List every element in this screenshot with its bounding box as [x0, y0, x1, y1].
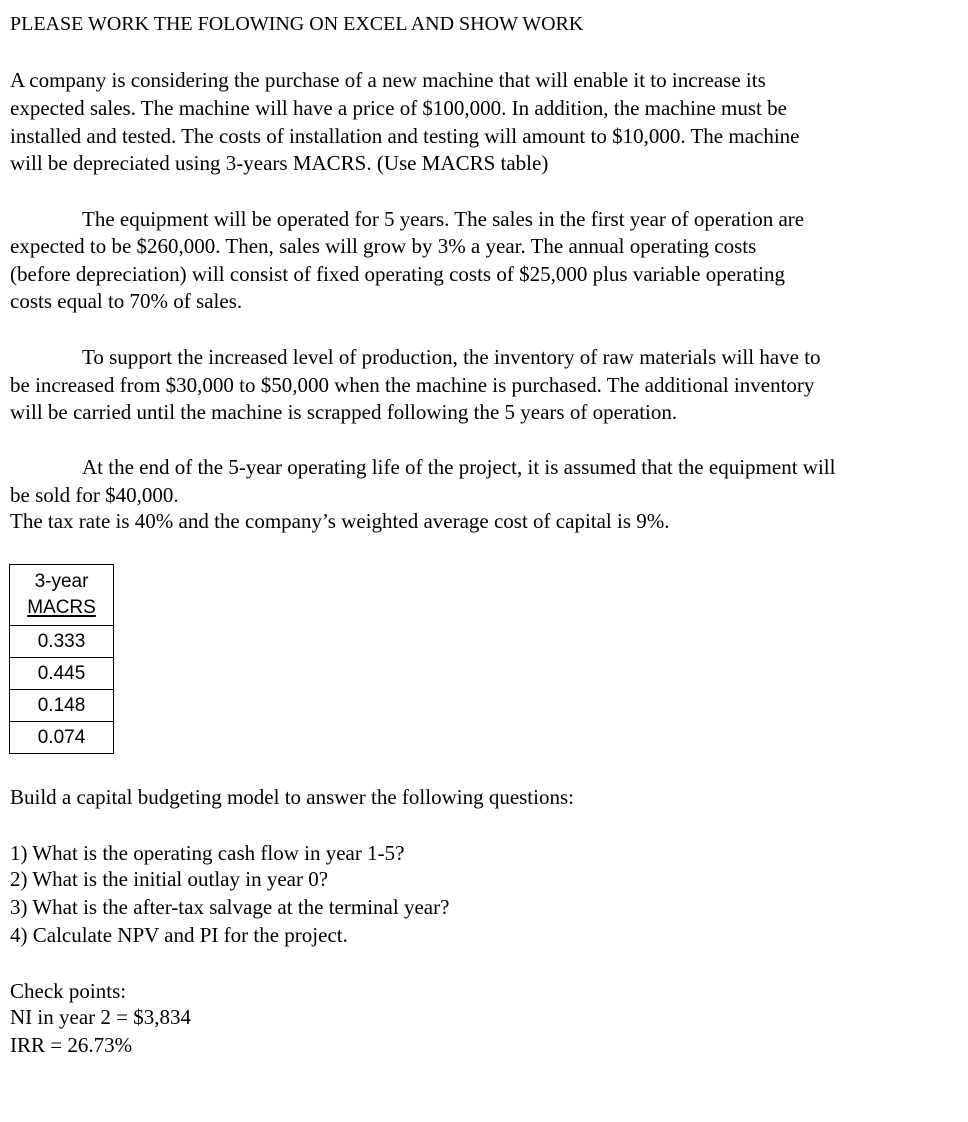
page-title: PLEASE WORK THE FOLOWING ON EXCEL AND SHOW WORK [10, 13, 584, 35]
paragraph-1-line-4: will be depreciated using 3-years MACRS. (Use MACRS table) [10, 151, 549, 175]
checkpoints-heading: Check points: [10, 979, 127, 1003]
paragraph-1-line-1: A company is considering the purchase of a new machine that will enable it to increase its [10, 68, 766, 92]
paragraph-2-line-4: costs equal to 70% of sales. [10, 289, 243, 313]
question-3: 3) What is the after-tax salvage at the terminal year? [10, 895, 450, 919]
paragraph-1-line-3: installed and tested. The costs of installation and testing will amount to $10,000. The machine [10, 124, 800, 148]
macrs-header-line-1: 3-year [34, 571, 89, 592]
macrs-header-line-2: MACRS [27, 597, 96, 618]
paragraph-4-line-2: be sold for $40,000. [10, 483, 179, 507]
checkpoint-ni-year-2: NI in year 2 = $3,834 [10, 1005, 191, 1029]
paragraph-2-line-3: (before depreciation) will consist of fixed operating costs of $25,000 plus variable operating [10, 262, 786, 286]
macrs-rate-year-3: 0.148 [10, 690, 114, 722]
macrs-table [9, 564, 114, 754]
question-2: 2) What is the initial outlay in year 0? [10, 867, 329, 891]
paragraph-4-line-3: The tax rate is 40% and the company’s weighted average cost of capital is 9%. [10, 509, 670, 533]
checkpoint-irr: IRR = 26.73% [10, 1033, 133, 1057]
question-4: 4) Calculate NPV and PI for the project. [10, 923, 348, 947]
macrs-table-header [10, 565, 114, 626]
paragraph-2-line-1: The equipment will be operated for 5 years. The sales in the first year of operation are [82, 207, 805, 231]
macrs-rate-year-1: 0.333 [10, 626, 114, 658]
paragraph-3-line-3: will be carried until the machine is scrapped following the 5 years of operation. [10, 400, 678, 424]
paragraph-2-line-2: expected to be $260,000. Then, sales will grow by 3% a year. The annual operating costs [10, 234, 757, 258]
instructions: Build a capital budgeting model to answer the following questions: [10, 785, 574, 809]
macrs-rate-year-2: 0.445 [10, 658, 114, 690]
paragraph-3-line-2: be increased from $30,000 to $50,000 when the machine is purchased. The additional inventory [10, 373, 815, 397]
question-1: 1) What is the operating cash flow in year 1-5? [10, 841, 405, 865]
paragraph-1-line-2: expected sales. The machine will have a price of $100,000. In addition, the machine must be [10, 96, 787, 120]
paragraph-3-line-1: To support the increased level of production, the inventory of raw materials will have to [82, 345, 821, 369]
paragraph-4-line-1: At the end of the 5-year operating life of the project, it is assumed that the equipment will [82, 455, 836, 479]
macrs-rate-year-4: 0.074 [10, 722, 114, 754]
